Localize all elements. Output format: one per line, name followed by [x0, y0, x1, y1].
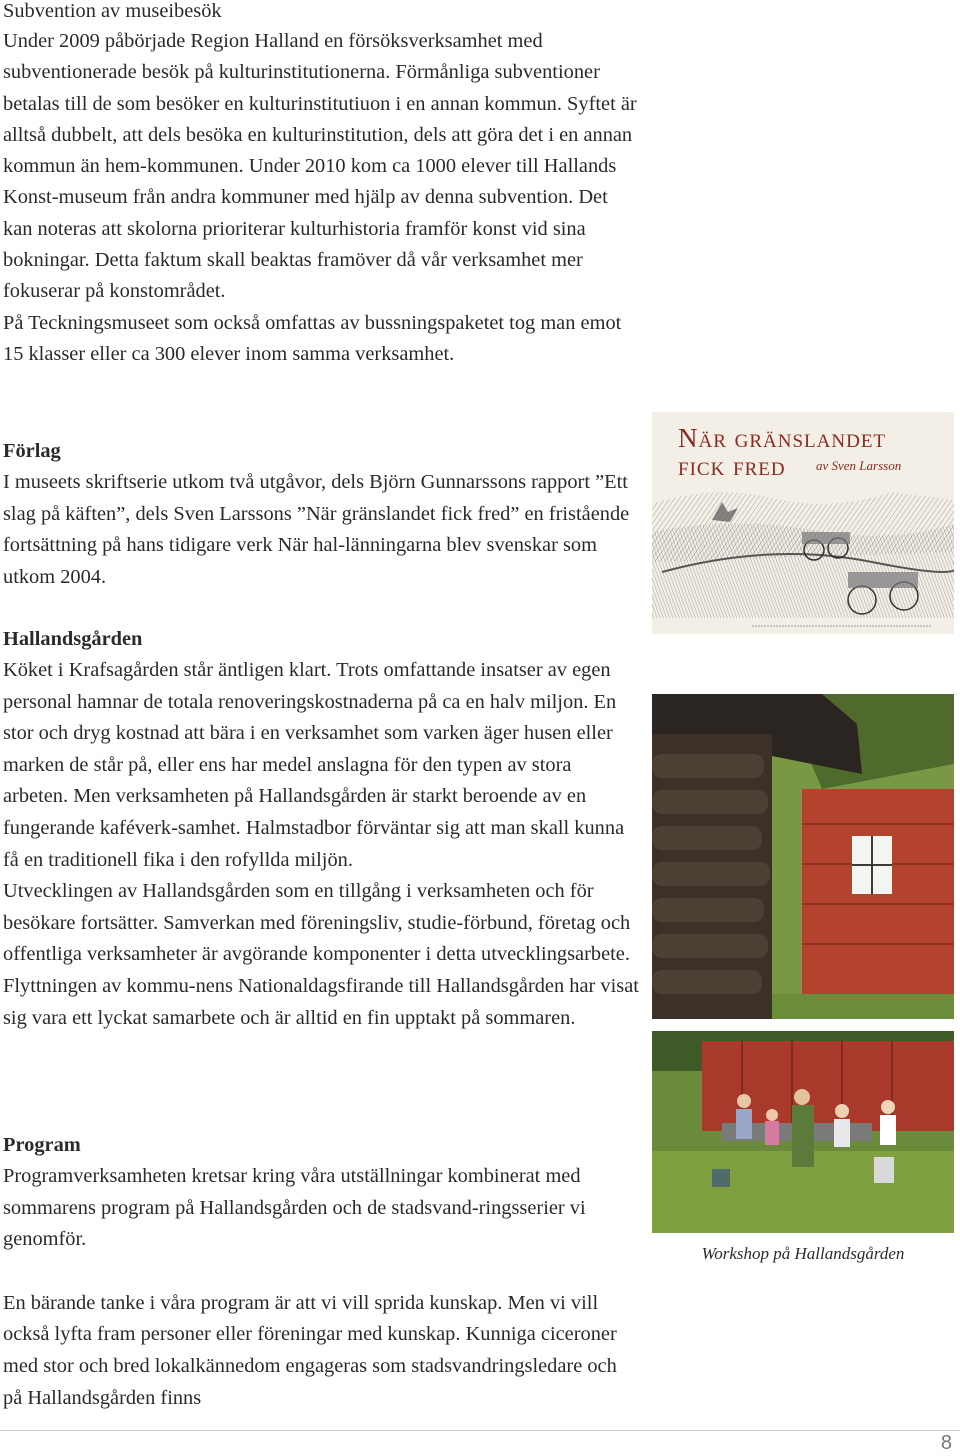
paragraph: En bärande tanke i våra program är att vi vill sprida kunskap. Men vi vill också lyfta fram personer eller föreningar med kunskap. Kunniga ciceroner med stor och bred lokalkännedom engageras som stadsvandringsledare och på Hallandsgården finns	[3, 1291, 617, 1409]
heading-subvention: Subvention av museibesök	[3, 0, 222, 22]
paragraph: Utvecklingen av Hallandsgården som en tillgång i verksamheten och för besökare fortsätter. Samverkan med föreningsliv, studie-förbund, företag och offentliga verksamheter är avgörande komponenter i detta utvecklingsarbete. Flyttningen av kommu-nens Nationaldagsfirande till Hallandsgården har visat sig vara ett lyckat samarbete och är alltid en fin upptakt på sommaren.	[3, 880, 639, 1029]
paragraph: Köket i Krafsagården står äntligen klart. Trots omfattande insatser av egen personal hamnar de totala renoveringskostnaderna på ca en halv miljon. En stor och dryg kostnad att bära i en verksamhet som varken äger husen eller marken de står på, eller ens har medel anslagna för den typen av stora arbeten. Men verksamheten på Hallandsgården är starkt beroende av en fungerande kaféverk-samhet. Halmstadbor förväntar sig att man skall kunna få en traditionell fika i den rofyllda miljön.	[3, 659, 625, 871]
section-hallandsgarden	[3, 624, 639, 1034]
section-forlag	[3, 436, 639, 593]
book-cover-author: av Sven Larsson	[816, 458, 902, 473]
paragraph: Programverksamheten kretsar kring våra utställningar kombinerat med sommarens program på Hallandsgården och de stadsvand-ringsserier vi genomför.	[3, 1165, 586, 1251]
heading-program: Program	[3, 1134, 81, 1156]
paragraph: På Teckningsmuseet som också omfattas av bussningspaketet tog man emot 15 klasser eller ca 300 elever inom samma verksamhet.	[3, 311, 622, 365]
book-cover-image	[652, 412, 954, 634]
heading-forlag: Förlag	[3, 440, 61, 462]
page-number: 8	[940, 1432, 952, 1454]
heading-hallandsgarden: Hallandsgården	[3, 628, 143, 650]
image-caption: Workshop på Hallandsgården	[701, 1244, 905, 1263]
workshop-photo	[652, 1031, 954, 1233]
section-subvention	[3, 0, 639, 370]
engraving-illustration	[652, 412, 954, 634]
footer-rule	[0, 1430, 960, 1431]
log-house-photo	[652, 694, 954, 1019]
paragraph: Under 2009 påbörjade Region Halland en försöksverksamhet med subventionerade besök på kulturinstitutionerna. Förmånliga subventioner betalas till de som besöker en kulturinstitutiuon i en annan kommun. Syftet är alltså dubbelt, att dels besöka en kulturinstitution, dels att göra det i en annan kommun än hem-kommunen. Under 2010 kom ca 1000 elever till Hallands Konst-museum från andra kommuner med hjälp av denna subvention. Det kan noteras att skolorna prioriterar kulturhistoria framför konst vid sina bokningar. Detta faktum skall beaktas framöver då vår verksamhet mer fokuserar på konstområdet.	[3, 30, 637, 303]
book-cover-title: När gränslandet fick fred	[678, 423, 887, 481]
section-program	[3, 1130, 639, 1414]
paragraph: I museets skriftserie utkom två utgåvor, dels Björn Gunnarssons rapport ”Ett slag på käften”, dels Sven Larssons ”När gränslandet fick fred” en fristående fortsättning på hans tidigare verk När hal-länningarna blev svenskar som utkom 2004.	[3, 471, 630, 588]
